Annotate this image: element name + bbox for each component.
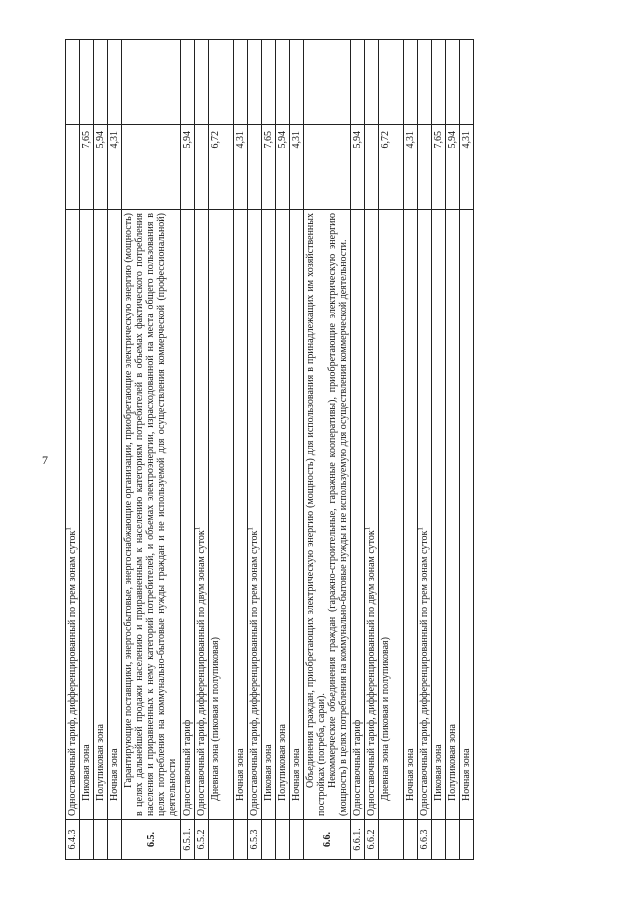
row-number: 6.6.2: [365, 820, 379, 860]
table-row: [379, 40, 404, 860]
row-label: Полупиковая зона: [94, 210, 108, 820]
row-number: 6.6.: [304, 820, 351, 860]
row-label: [122, 210, 181, 820]
value-cell: [304, 125, 351, 210]
value-cell: [122, 125, 181, 210]
value-cell: 5,94: [351, 125, 365, 210]
row-label: Одноставочный тариф: [181, 210, 195, 820]
value-cell: [248, 40, 262, 125]
value-cell: 4,31: [404, 125, 418, 210]
row-number: [460, 820, 474, 860]
row-label: Одноставочный тариф, дифференцированный по двум зонам суток$^1$: [365, 210, 379, 820]
row-label: Ночная зона: [234, 210, 248, 820]
value-cell: [379, 40, 404, 125]
table-row: [248, 40, 262, 860]
row-number: 6.6.3: [418, 820, 432, 860]
table-row: [290, 40, 304, 860]
row-label: Полупиковая зона: [276, 210, 290, 820]
table-row: [66, 40, 80, 860]
footnote-mark: 1: [246, 527, 255, 531]
row-number: [446, 820, 460, 860]
table-row: [122, 40, 181, 860]
table-row: [418, 40, 432, 860]
value-cell: [351, 40, 365, 125]
value-cell: [94, 40, 108, 125]
row-label: Пиковая зона: [262, 210, 276, 820]
footnote-mark: 1: [193, 526, 202, 531]
value-cell: [248, 125, 262, 210]
value-cell: [108, 40, 122, 125]
footnote-mark: 1: [64, 527, 73, 531]
table-row: [234, 40, 248, 860]
table-row: [432, 40, 446, 860]
value-cell: [195, 125, 209, 210]
row-label: Ночная зона: [108, 210, 122, 820]
table-row: [195, 40, 209, 860]
row-number: [379, 820, 404, 860]
table-row: [209, 40, 234, 860]
table-row: [404, 40, 418, 860]
value-cell: 5,94: [181, 125, 195, 210]
value-cell: 5,94: [94, 125, 108, 210]
row-number: [404, 820, 418, 860]
row-number: 6.5.: [122, 820, 181, 860]
table-row: [80, 40, 94, 860]
row-number: [290, 820, 304, 860]
row-label: [304, 210, 351, 820]
table-row: [108, 40, 122, 860]
value-cell: 4,31: [460, 125, 474, 210]
row-label: Одноставочный тариф, дифференцированный по трем зонам суток$^1$: [66, 210, 80, 820]
value-cell: 7,65: [80, 125, 94, 210]
value-cell: [418, 40, 432, 125]
row-number: 6.5.2: [195, 820, 209, 860]
value-cell: 6,72: [379, 125, 404, 210]
table-row: [304, 40, 351, 860]
value-cell: [66, 125, 80, 210]
page-number: 7: [42, 453, 48, 467]
value-cell: [460, 40, 474, 125]
value-cell: 4,31: [108, 125, 122, 210]
row-number: 6.6.1.: [351, 820, 365, 860]
table-row: [446, 40, 460, 860]
table-row: [181, 40, 195, 860]
row-label: Пиковая зона: [432, 210, 446, 820]
row-label: Одноставочный тариф: [351, 210, 365, 820]
row-label: Ночная зона: [290, 210, 304, 820]
value-cell: [181, 40, 195, 125]
row-number: [276, 820, 290, 860]
value-cell: [262, 40, 276, 125]
row-label: Одноставочный тариф, дифференцированный по трем зонам суток$^1$: [248, 210, 262, 820]
value-cell: 5,94: [276, 125, 290, 210]
value-cell: [365, 125, 379, 210]
value-cell: [234, 40, 248, 125]
value-cell: [276, 40, 290, 125]
row-label: Пиковая зона: [80, 210, 94, 820]
row-paragraph: Гарантирующие поставщики, энергосбытовые, энергоснабжающие организации, приобретающие электрическую энергию (мощность) в целях дальнейшей продажи населению и приравненным к населению категориям потребителей в объемах фактического потребления населения и приравненных к нему категорий потребителей, и объемах электроэнергии, израсходованной на места общего пользования в целях потребления на коммунально-бытовые нужды граждан и не используемой для осуществления коммерческой (профессиональной) деятельности: [123, 213, 178, 816]
value-cell: [404, 40, 418, 125]
row-number: [108, 820, 122, 860]
row-paragraph: Некоммерческие объединения граждан (гаражно-строительные, гаражные кооперативы), приобретающие электрическую энергию (мощность) в целях потребления на коммунально-бытовые нужды и не используемую для осуществления коммерческой деятельности.: [327, 213, 349, 816]
value-cell: 4,31: [234, 125, 248, 210]
row-number: [94, 820, 108, 860]
value-cell: [304, 40, 351, 125]
value-cell: 6,72: [209, 125, 234, 210]
table-row: [262, 40, 276, 860]
row-label: Одноставочный тариф, дифференцированный по двум зонам суток$^1$: [195, 210, 209, 820]
row-label: Дневная зона (пиковая и полупиковая): [209, 210, 234, 820]
value-cell: [290, 40, 304, 125]
value-cell: [80, 40, 94, 125]
rotated-page: [65, 40, 615, 860]
value-cell: [432, 40, 446, 125]
row-number: [262, 820, 276, 860]
footnote-mark: 1: [363, 526, 372, 531]
row-number: [234, 820, 248, 860]
value-cell: [122, 40, 181, 125]
row-number: 6.5.1.: [181, 820, 195, 860]
row-label: Ночная зона: [404, 210, 418, 820]
table-row: [94, 40, 108, 860]
tariff-table: [65, 39, 474, 860]
value-cell: [66, 40, 80, 125]
row-label: Полупиковая зона: [446, 210, 460, 820]
row-paragraph: Объединения граждан, приобретающих электрическую энергию (мощность) для использования в принадлежащих им хозяйственных постройках (погреба, сараи).: [305, 213, 327, 816]
row-number: 6.4.3: [66, 820, 80, 860]
row-label: Одноставочный тариф, дифференцированный по трем зонам суток$^1$: [418, 210, 432, 820]
value-cell: [365, 40, 379, 125]
row-number: 6.5.3: [248, 820, 262, 860]
value-cell: 7,65: [432, 125, 446, 210]
value-cell: [209, 40, 234, 125]
value-cell: 5,94: [446, 125, 460, 210]
row-number: [80, 820, 94, 860]
value-cell: 7,65: [262, 125, 276, 210]
footnote-mark: 1: [416, 527, 425, 531]
table-row: [276, 40, 290, 860]
row-number: [432, 820, 446, 860]
table-row: [460, 40, 474, 860]
value-cell: [195, 40, 209, 125]
value-cell: [446, 40, 460, 125]
value-cell: 4,31: [290, 125, 304, 210]
row-label: Ночная зона: [460, 210, 474, 820]
value-cell: [418, 125, 432, 210]
row-label: Дневная зона (пиковая и полупиковая): [379, 210, 404, 820]
table-row: [365, 40, 379, 860]
row-number: [209, 820, 234, 860]
table-row: [351, 40, 365, 860]
